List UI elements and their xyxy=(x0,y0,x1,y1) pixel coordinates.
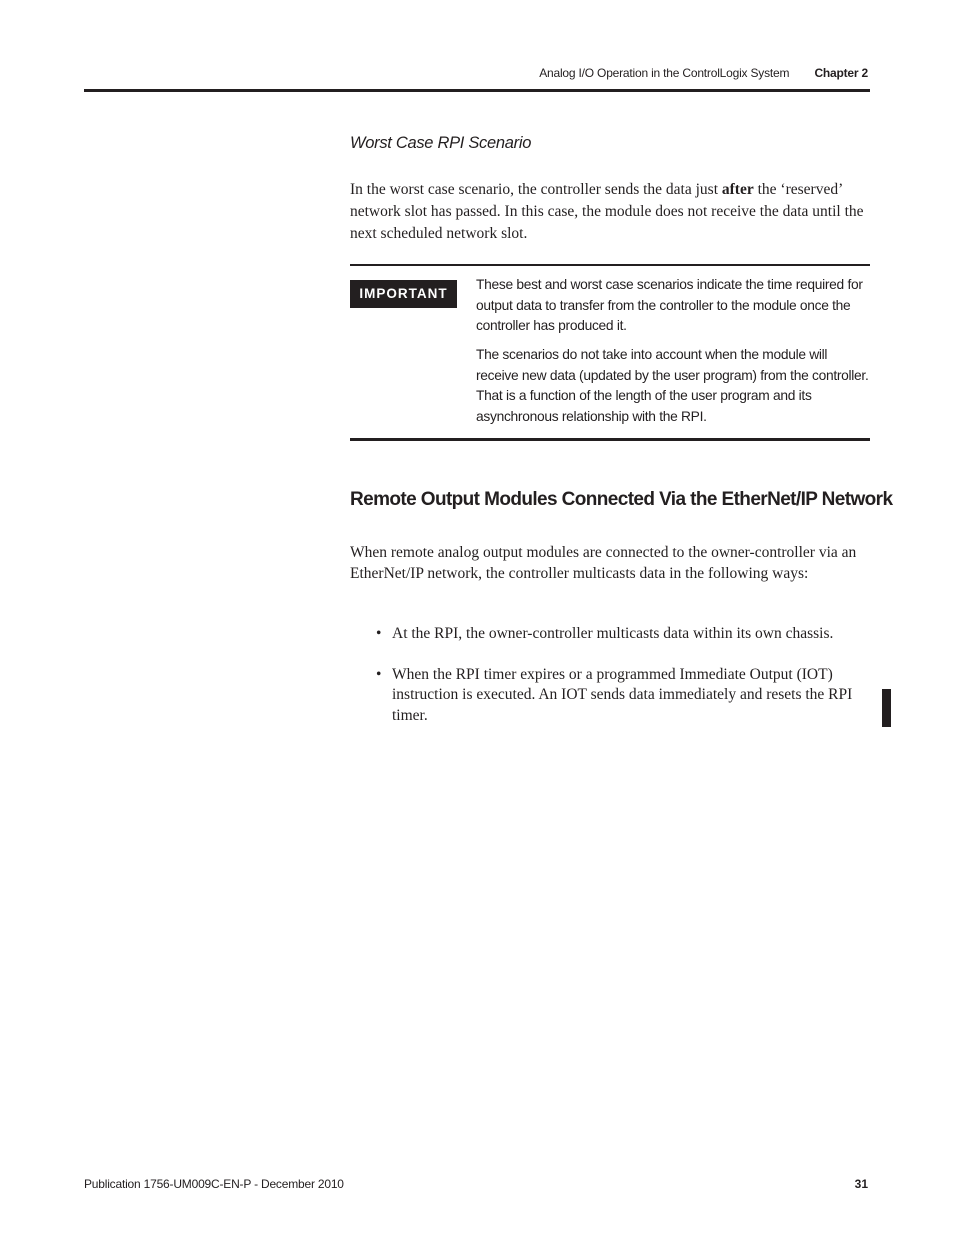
remote-output-intro: When remote analog output modules are connected to the owner-controller via an EtherNet/IP network, the controller multicasts data in the following ways: xyxy=(350,544,857,582)
important-label: IMPORTANT xyxy=(350,280,457,308)
worst-case-heading: Worst Case RPI Scenario xyxy=(350,134,532,152)
bullet-marker: • xyxy=(376,665,382,683)
remote-output-bullet-list xyxy=(376,624,870,746)
footer-page-number: 31 xyxy=(854,1177,868,1191)
bullet-text: When the RPI timer expires or a programmed Immediate Output (IOT) instruction is executed. An IOT sends data immediately and resets the RPI timer. xyxy=(392,665,853,724)
header-chapter: Chapter 2 xyxy=(814,66,868,80)
important-note xyxy=(350,264,870,441)
header-rule xyxy=(84,89,870,92)
bullet-marker: • xyxy=(376,625,382,642)
worst-case-paragraph xyxy=(350,179,870,245)
important-paragraph-1: These best and worst case scenarios indicate the time required for output data to transfer from the controller to the module once the controller has produced it. xyxy=(476,277,863,333)
worst-case-text-before: In the worst case scenario, the controller sends the data just xyxy=(350,181,722,198)
important-paragraph-2: The scenarios do not take into account when the module will receive new data (updated by the user program) from the controller. That is a function of the length of the user program and its asynchronous relationship with the RPI. xyxy=(476,347,869,424)
list-item xyxy=(376,624,870,645)
revision-change-bar xyxy=(882,689,891,727)
list-item xyxy=(376,665,870,727)
remote-output-heading: Remote Output Modules Connected Via the EtherNet/IP Network xyxy=(350,489,893,510)
worst-case-text-after: the ‘reserved’ network slot has passed. In this case, the module does not receive the data until the next scheduled network slot. xyxy=(350,181,864,242)
running-header xyxy=(539,66,868,80)
worst-case-text-bold: after xyxy=(721,181,754,198)
footer-publication: Publication 1756-UM009C-EN-P - December 2010 xyxy=(84,1177,344,1191)
bullet-text: At the RPI, the owner-controller multicasts data within its own chassis. xyxy=(392,625,834,642)
header-section-title: Analog I/O Operation in the ControlLogix System xyxy=(539,66,790,80)
